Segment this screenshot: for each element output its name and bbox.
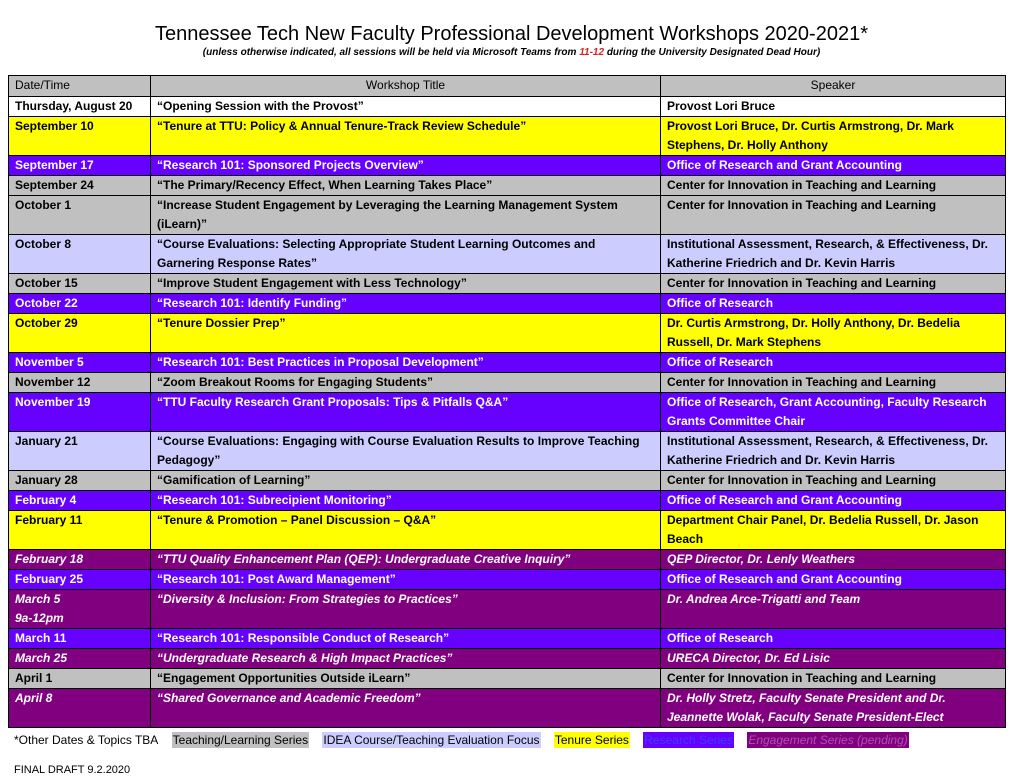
cell-speaker: Office of Research, Grant Accounting, Faculty Research Grants Committee Chair: [661, 393, 1006, 432]
cell-title: “Increase Student Engagement by Leveraging the Learning Management System (iLearn)”: [151, 196, 661, 235]
cell-date: October 15: [9, 274, 151, 294]
table-row: [9, 156, 1006, 176]
legend-idea-focus: IDEA Course/Teaching Evaluation Focus: [323, 733, 540, 747]
table-row: [9, 196, 1006, 235]
cell-speaker: Dr. Curtis Armstrong, Dr. Holly Anthony, Dr. Bedelia Russell, Dr. Mark Stephens: [661, 314, 1006, 353]
table-row: [9, 294, 1006, 314]
cell-speaker: Provost Lori Bruce: [661, 97, 1006, 117]
cell-speaker: Office of Research and Grant Accounting: [661, 156, 1006, 176]
cell-title: “Zoom Breakout Rooms for Engaging Students”: [151, 373, 661, 393]
cell-speaker: Dr. Holly Stretz, Faculty Senate President and Dr. Jeannette Wolak, Faculty Senate President-Elect: [661, 689, 1006, 728]
cell-date: October 8: [9, 235, 151, 274]
table-row: [9, 373, 1006, 393]
cell-speaker: Dr. Andrea Arce-Trigatti and Team: [661, 590, 1006, 629]
cell-title: “Research 101: Best Practices in Proposal Development”: [151, 353, 661, 373]
cell-title: “Research 101: Identify Funding”: [151, 294, 661, 314]
cell-date: March 25: [9, 649, 151, 669]
legend-engagement-series: Engagement Series (pending): [748, 733, 908, 747]
cell-speaker: Institutional Assessment, Research, & Effectiveness, Dr. Katherine Friedrich and Dr. Kevin Harris: [661, 235, 1006, 274]
table-row: [9, 117, 1006, 156]
cell-date: November 12: [9, 373, 151, 393]
table-row: [9, 235, 1006, 274]
cell-date: November 19: [9, 393, 151, 432]
workshop-schedule-table: [8, 75, 1006, 728]
cell-speaker: Office of Research: [661, 629, 1006, 649]
table-row: [9, 649, 1006, 669]
cell-date: February 11: [9, 511, 151, 550]
cell-date: March 5 9a-12pm: [9, 590, 151, 629]
cell-title: “Course Evaluations: Engaging with Course Evaluation Results to Improve Teaching Pedagogy”: [151, 432, 661, 471]
cell-speaker: Office of Research and Grant Accounting: [661, 570, 1006, 590]
cell-title: “Course Evaluations: Selecting Appropriate Student Learning Outcomes and Garnering Response Rates”: [151, 235, 661, 274]
cell-date: April 8: [9, 689, 151, 728]
table-row: [9, 393, 1006, 432]
cell-speaker: Center for Innovation in Teaching and Learning: [661, 274, 1006, 294]
table-header-row: [9, 76, 1006, 97]
cell-date: February 4: [9, 491, 151, 511]
legend-research-series: Research Series: [644, 733, 733, 747]
cell-speaker: Office of Research and Grant Accounting: [661, 491, 1006, 511]
cell-title: “TTU Quality Enhancement Plan (QEP): Undergraduate Creative Inquiry”: [151, 550, 661, 570]
subtitle-time: 11-12: [579, 47, 605, 58]
cell-speaker: QEP Director, Dr. Lenly Weathers: [661, 550, 1006, 570]
cell-title: “Engagement Opportunities Outside iLearn”: [151, 669, 661, 689]
table-row: [9, 471, 1006, 491]
cell-title: “Undergraduate Research & High Impact Practices”: [151, 649, 661, 669]
series-legend: [14, 732, 919, 748]
legend-note: *Other Dates & Topics TBA: [14, 733, 159, 747]
cell-date: November 5: [9, 353, 151, 373]
cell-date: September 24: [9, 176, 151, 196]
table-row: [9, 669, 1006, 689]
table-row: [9, 550, 1006, 570]
cell-speaker: Center for Innovation in Teaching and Learning: [661, 669, 1006, 689]
cell-date: February 25: [9, 570, 151, 590]
cell-speaker: Center for Innovation in Teaching and Learning: [661, 471, 1006, 491]
table-row: [9, 353, 1006, 373]
cell-speaker: Institutional Assessment, Research, & Effectiveness, Dr. Katherine Friedrich and Dr. Kevin Harris: [661, 432, 1006, 471]
table-row: [9, 176, 1006, 196]
draft-footer: FINAL DRAFT 9.2.2020: [14, 764, 131, 776]
table-row: [9, 274, 1006, 294]
cell-date: Thursday, August 20: [9, 97, 151, 117]
cell-title: “Research 101: Subrecipient Monitoring”: [151, 491, 661, 511]
cell-title: “Opening Session with the Provost”: [151, 97, 661, 117]
cell-title: “Gamification of Learning”: [151, 471, 661, 491]
cell-date: September 10: [9, 117, 151, 156]
cell-speaker: Office of Research: [661, 353, 1006, 373]
cell-date: January 28: [9, 471, 151, 491]
table-row: [9, 511, 1006, 550]
table-row: [9, 629, 1006, 649]
cell-date: October 22: [9, 294, 151, 314]
cell-title: “Tenure at TTU: Policy & Annual Tenure-Track Review Schedule”: [151, 117, 661, 156]
cell-title: “The Primary/Recency Effect, When Learning Takes Place”: [151, 176, 661, 196]
cell-speaker: Department Chair Panel, Dr. Bedelia Russell, Dr. Jason Beach: [661, 511, 1006, 550]
cell-title: “Shared Governance and Academic Freedom”: [151, 689, 661, 728]
table-row: [9, 689, 1006, 728]
subtitle-pre: (unless otherwise indicated, all sessions will be held via Microsoft Teams from: [202, 47, 580, 58]
table-row: [9, 432, 1006, 471]
column-header-date: Date/Time: [9, 76, 151, 97]
cell-date: October 1: [9, 196, 151, 235]
cell-title: “Research 101: Responsible Conduct of Research”: [151, 629, 661, 649]
cell-title: “TTU Faculty Research Grant Proposals: Tips & Pitfalls Q&A”: [151, 393, 661, 432]
page-title: Tennessee Tech New Faculty Professional Development Workshops 2020-2021*: [155, 23, 868, 45]
cell-speaker: Office of Research: [661, 294, 1006, 314]
cell-date: October 29: [9, 314, 151, 353]
column-header-speaker: Speaker: [661, 76, 1006, 97]
cell-speaker: Provost Lori Bruce, Dr. Curtis Armstrong, Dr. Mark Stephens, Dr. Holly Anthony: [661, 117, 1006, 156]
cell-speaker: Center for Innovation in Teaching and Learning: [661, 176, 1006, 196]
cell-date: September 17: [9, 156, 151, 176]
subtitle-post: during the University Designated Dead Hour): [604, 47, 821, 58]
page-subtitle: [0, 47, 1023, 59]
table-row: [9, 570, 1006, 590]
cell-title: “Diversity & Inclusion: From Strategies to Practices”: [151, 590, 661, 629]
table-row: [9, 491, 1006, 511]
legend-teaching-series: Teaching/Learning Series: [172, 733, 309, 747]
table-row: [9, 97, 1006, 117]
cell-title: “Research 101: Sponsored Projects Overview”: [151, 156, 661, 176]
cell-title: “Research 101: Post Award Management”: [151, 570, 661, 590]
column-header-title: Workshop Title: [151, 76, 661, 97]
cell-speaker: Center for Innovation in Teaching and Learning: [661, 196, 1006, 235]
legend-tenure-series: Tenure Series: [554, 733, 629, 747]
cell-date: January 21: [9, 432, 151, 471]
cell-speaker: URECA Director, Dr. Ed Lisic: [661, 649, 1006, 669]
cell-date: March 11: [9, 629, 151, 649]
cell-date: February 18: [9, 550, 151, 570]
cell-speaker: Center for Innovation in Teaching and Learning: [661, 373, 1006, 393]
table-row: [9, 314, 1006, 353]
table-row: [9, 590, 1006, 629]
cell-date: April 1: [9, 669, 151, 689]
cell-title: “Tenure Dossier Prep”: [151, 314, 661, 353]
cell-title: “Tenure & Promotion – Panel Discussion – Q&A”: [151, 511, 661, 550]
cell-title: “Improve Student Engagement with Less Technology”: [151, 274, 661, 294]
